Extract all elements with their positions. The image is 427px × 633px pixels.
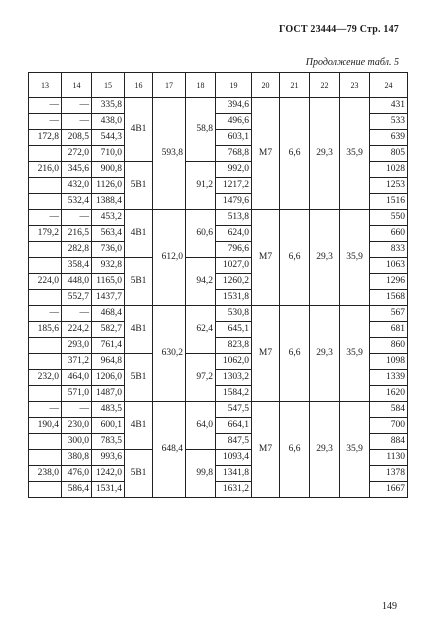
cell-col17: 630,2 [153, 306, 186, 402]
cell-col19: 1584,2 [216, 386, 252, 402]
cell-col19: 664,1 [216, 418, 252, 434]
column-header: 22 [310, 73, 340, 98]
cell-col13: — [29, 210, 62, 226]
cell-col13: 224,0 [29, 274, 62, 290]
cell-col14: — [62, 306, 92, 322]
cell-col15: 900,8 [92, 162, 125, 178]
cell-col14: 216,5 [62, 226, 92, 242]
cell-col19: 1062,0 [216, 354, 252, 370]
column-header: 14 [62, 73, 92, 98]
cell-col21: 6,6 [280, 306, 310, 402]
cell-col15: 483,5 [92, 402, 125, 418]
cell-col14: — [62, 210, 92, 226]
cell-col21: 6,6 [280, 402, 310, 498]
cell-col13: 238,0 [29, 466, 62, 482]
cell-col15: 1242,0 [92, 466, 125, 482]
table-row [29, 402, 408, 418]
cell-col14: — [62, 402, 92, 418]
cell-col13: 185,6 [29, 322, 62, 338]
cell-col14: — [62, 98, 92, 114]
cell-col21: 6,6 [280, 98, 310, 210]
cell-col24: 1253 [370, 178, 408, 194]
cell-col13: 216,0 [29, 162, 62, 178]
cell-col16: 4В1 [125, 98, 153, 162]
cell-col19: 530,8 [216, 306, 252, 322]
cell-col19: 796,6 [216, 242, 252, 258]
table-header [29, 73, 408, 98]
column-header-row [29, 73, 408, 98]
cell-col14: 432,0 [62, 178, 92, 194]
column-header: 18 [186, 73, 216, 98]
cell-col24: 584 [370, 402, 408, 418]
cell-col18: 91,2 [186, 162, 216, 210]
cell-col13 [29, 354, 62, 370]
cell-col23: 35,9 [340, 306, 370, 402]
cell-col19: 513,8 [216, 210, 252, 226]
cell-col18: 64,0 [186, 402, 216, 450]
cell-col13 [29, 386, 62, 402]
cell-col22: 29,3 [310, 402, 340, 498]
column-header: 17 [153, 73, 186, 98]
cell-col14: 272,0 [62, 146, 92, 162]
column-header: 21 [280, 73, 310, 98]
cell-col24: 700 [370, 418, 408, 434]
cell-col24: 431 [370, 98, 408, 114]
data-table [28, 72, 408, 498]
cell-col13: — [29, 98, 62, 114]
table-continuation-label: Продолжение табл. 5 [305, 57, 399, 68]
cell-col17: 648,4 [153, 402, 186, 498]
column-header: 16 [125, 73, 153, 98]
cell-col15: 600,1 [92, 418, 125, 434]
cell-col24: 805 [370, 146, 408, 162]
cell-col16: 5В1 [125, 162, 153, 210]
cell-col19: 394,6 [216, 98, 252, 114]
cell-col13: — [29, 114, 62, 130]
cell-col24: 681 [370, 322, 408, 338]
cell-col14: 571,0 [62, 386, 92, 402]
cell-col15: 1206,0 [92, 370, 125, 386]
column-header: 20 [252, 73, 280, 98]
cell-col16: 4В1 [125, 306, 153, 354]
cell-col24: 533 [370, 114, 408, 130]
cell-col15: 563,4 [92, 226, 125, 242]
cell-col15: 964,8 [92, 354, 125, 370]
cell-col14: 358,4 [62, 258, 92, 274]
table-row [29, 210, 408, 226]
cell-col22: 29,3 [310, 210, 340, 306]
cell-col13 [29, 434, 62, 450]
cell-col19: 547,5 [216, 402, 252, 418]
cell-col18: 62,4 [186, 306, 216, 354]
cell-col14: 464,0 [62, 370, 92, 386]
cell-col23: 35,9 [340, 402, 370, 498]
column-header: 15 [92, 73, 125, 98]
cell-col14: 552,7 [62, 290, 92, 306]
cell-col19: 645,1 [216, 322, 252, 338]
cell-col13: 232,0 [29, 370, 62, 386]
cell-col16: 5В1 [125, 354, 153, 402]
cell-col24: 1339 [370, 370, 408, 386]
cell-col19: 1631,2 [216, 482, 252, 498]
column-header: 19 [216, 73, 252, 98]
cell-col19: 1531,8 [216, 290, 252, 306]
cell-col24: 884 [370, 434, 408, 450]
cell-col13: 172,8 [29, 130, 62, 146]
cell-col19: 1303,2 [216, 370, 252, 386]
cell-col19: 603,1 [216, 130, 252, 146]
cell-col13: — [29, 306, 62, 322]
cell-col19: 768,8 [216, 146, 252, 162]
cell-col19: 1093,4 [216, 450, 252, 466]
cell-col13 [29, 242, 62, 258]
cell-col24: 1098 [370, 354, 408, 370]
cell-col23: 35,9 [340, 210, 370, 306]
cell-col15: 1531,4 [92, 482, 125, 498]
cell-col23: 35,9 [340, 98, 370, 210]
cell-col15: 1388,4 [92, 194, 125, 210]
cell-col15: 438,0 [92, 114, 125, 130]
cell-col19: 847,5 [216, 434, 252, 450]
cell-col13: — [29, 402, 62, 418]
cell-col19: 1260,2 [216, 274, 252, 290]
cell-col24: 1620 [370, 386, 408, 402]
cell-col20: М7 [252, 98, 280, 210]
cell-col24: 1516 [370, 194, 408, 210]
cell-col19: 624,0 [216, 226, 252, 242]
cell-col24: 1568 [370, 290, 408, 306]
cell-col15: 335,8 [92, 98, 125, 114]
cell-col14: 586,4 [62, 482, 92, 498]
cell-col19: 1217,2 [216, 178, 252, 194]
cell-col13 [29, 178, 62, 194]
cell-col17: 612,0 [153, 210, 186, 306]
standard-header: ГОСТ 23444—79 Стр. 147 [279, 24, 399, 35]
column-header: 13 [29, 73, 62, 98]
cell-col24: 550 [370, 210, 408, 226]
cell-col15: 993,6 [92, 450, 125, 466]
cell-col15: 736,0 [92, 242, 125, 258]
cell-col14: 476,0 [62, 466, 92, 482]
cell-col15: 468,4 [92, 306, 125, 322]
cell-col24: 1028 [370, 162, 408, 178]
table-row [29, 98, 408, 114]
table-body [29, 98, 408, 498]
cell-col15: 544,3 [92, 130, 125, 146]
cell-col24: 567 [370, 306, 408, 322]
cell-col14: 300,0 [62, 434, 92, 450]
cell-col24: 660 [370, 226, 408, 242]
cell-col13 [29, 338, 62, 354]
cell-col15: 761,4 [92, 338, 125, 354]
cell-col14: 345,6 [62, 162, 92, 178]
cell-col19: 1027,0 [216, 258, 252, 274]
cell-col14: 380,8 [62, 450, 92, 466]
cell-col14: 282,8 [62, 242, 92, 258]
cell-col15: 1126,0 [92, 178, 125, 194]
cell-col13 [29, 450, 62, 466]
cell-col13: 190,4 [29, 418, 62, 434]
cell-col13 [29, 146, 62, 162]
cell-col14: 224,2 [62, 322, 92, 338]
cell-col18: 94,2 [186, 258, 216, 306]
cell-col15: 710,0 [92, 146, 125, 162]
cell-col18: 97,2 [186, 354, 216, 402]
cell-col16: 4В1 [125, 210, 153, 258]
cell-col20: М7 [252, 210, 280, 306]
cell-col15: 783,5 [92, 434, 125, 450]
cell-col24: 1130 [370, 450, 408, 466]
cell-col24: 860 [370, 338, 408, 354]
cell-col19: 1479,6 [216, 194, 252, 210]
cell-col24: 833 [370, 242, 408, 258]
page-number: 149 [382, 601, 397, 612]
cell-col14: 371,2 [62, 354, 92, 370]
column-header: 23 [340, 73, 370, 98]
cell-col13 [29, 194, 62, 210]
cell-col19: 496,6 [216, 114, 252, 130]
cell-col16: 5В1 [125, 258, 153, 306]
cell-col19: 992,0 [216, 162, 252, 178]
cell-col15: 1437,7 [92, 290, 125, 306]
cell-col15: 1487,0 [92, 386, 125, 402]
cell-col16: 5В1 [125, 450, 153, 498]
cell-col20: М7 [252, 306, 280, 402]
cell-col20: М7 [252, 402, 280, 498]
cell-col24: 1296 [370, 274, 408, 290]
table-row [29, 306, 408, 322]
cell-col13 [29, 258, 62, 274]
cell-col15: 932,8 [92, 258, 125, 274]
cell-col17: 593,8 [153, 98, 186, 210]
cell-col15: 1165,0 [92, 274, 125, 290]
cell-col19: 1341,8 [216, 466, 252, 482]
cell-col22: 29,3 [310, 98, 340, 210]
cell-col15: 453,2 [92, 210, 125, 226]
cell-col24: 639 [370, 130, 408, 146]
cell-col18: 58,8 [186, 98, 216, 162]
cell-col24: 1667 [370, 482, 408, 498]
cell-col24: 1063 [370, 258, 408, 274]
cell-col14: 448,0 [62, 274, 92, 290]
cell-col22: 29,3 [310, 306, 340, 402]
column-header: 24 [370, 73, 408, 98]
cell-col24: 1378 [370, 466, 408, 482]
cell-col13: 179,2 [29, 226, 62, 242]
cell-col16: 4В1 [125, 402, 153, 450]
cell-col14: — [62, 114, 92, 130]
cell-col18: 60,6 [186, 210, 216, 258]
cell-col18: 99,8 [186, 450, 216, 498]
cell-col14: 532,4 [62, 194, 92, 210]
cell-col14: 208,5 [62, 130, 92, 146]
cell-col14: 230,0 [62, 418, 92, 434]
cell-col15: 582,7 [92, 322, 125, 338]
cell-col13 [29, 482, 62, 498]
cell-col13 [29, 290, 62, 306]
cell-col19: 823,8 [216, 338, 252, 354]
cell-col21: 6,6 [280, 210, 310, 306]
cell-col14: 293,0 [62, 338, 92, 354]
